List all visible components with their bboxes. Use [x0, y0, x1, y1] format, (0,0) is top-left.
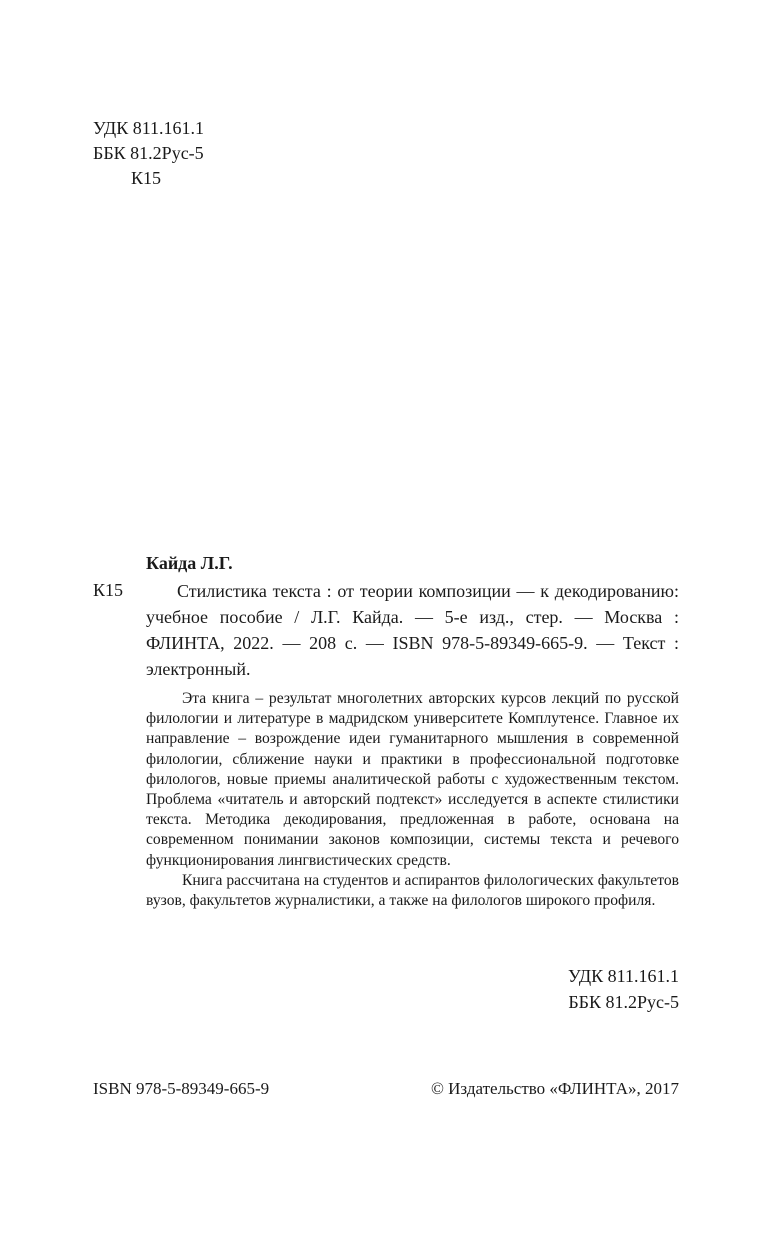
classification-udk: УДК 811.161.1: [567, 966, 679, 986]
bibliographic-description: Стилистика текста : от теории композиции — к декодированию: учебное пособие / Л.Г. Кайда. — 5-е изд., стер. — Москва : ФЛИНТА, 2022. — 208 с. — ISBN 978-5-89349-665-9. — Текст : электронный.: [146, 581, 679, 679]
header-udk: УДК 811.161.1: [93, 118, 205, 138]
header-codes: [93, 116, 204, 191]
author-name: Кайда Л.Г.: [146, 553, 233, 573]
annotation-paragraph: Эта книга – результат многолетних авторских курсов лекций по русской филологии и литературе в мадридском университете Комплутенсе. Главное их направление – возрождение идеи гуманитарного мышления в современной филологии, сближение науки и практики в профессиональной подготовке филологов, новые приемы аналитической работы с художественным текстом. Проблема «читатель и авторский подтекст» исследуется в аспекте стилистики текста. Методика декодирования, предложенная в работе, основана на современном понимании законов композиции, системы текста и речевого функционирования лингвистических средств.: [146, 690, 679, 869]
classification-bbk: ББК 81.2Рус-5: [568, 992, 679, 1012]
annotation: [146, 689, 679, 911]
classification-codes: [520, 963, 679, 1015]
header-bbk: ББК 81.2Рус-5: [93, 143, 204, 163]
copyright: © Издательство «ФЛИНТА», 2017: [430, 1079, 679, 1098]
isbn: ISBN 978-5-89349-665-9: [93, 1079, 270, 1098]
record-cutter: К15: [93, 580, 124, 600]
header-cutter: К15: [131, 168, 162, 188]
annotation-paragraph: Книга рассчитана на студентов и аспирантов филологических факультетов вузов, факультетов журналистики, а также на филологов широкого профиля.: [146, 871, 679, 910]
